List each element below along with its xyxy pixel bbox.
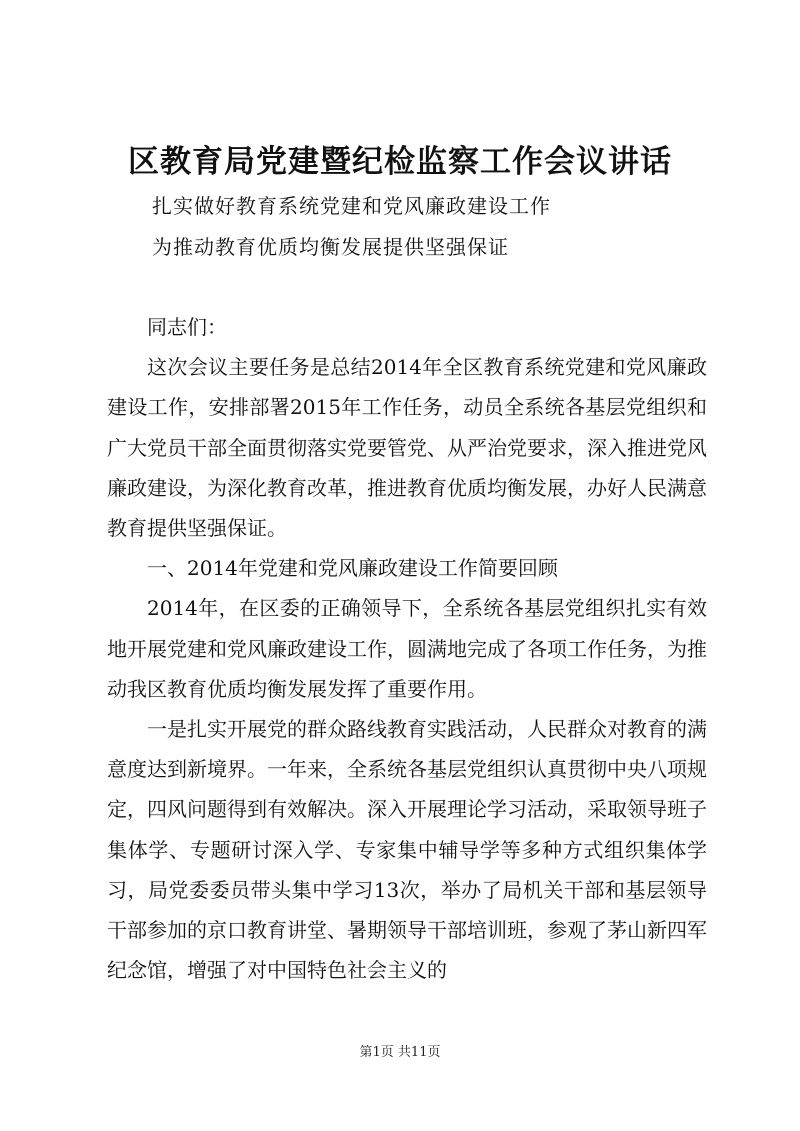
body-paragraph: 这次会议主要任务是总结2014年全区教育系统党建和党风廉政建设工作，安排部署2015年工作任务，动员全系统各基层党组织和广大党员干部全面贯彻落实党要管党、从严治党要求，深入推进党风廉政建设，为深化教育改革，推进教育优质均衡发展，办好人民满意教育提供坚强保证。 (107, 355, 707, 541)
body-paragraph: 一是扎实开展党的群众路线教育实践活动，人民群众对教育的满意度达到新境界。一年来，全系统各基层党组织认真贯彻中央八项规定，四风问题得到有效解决。深入开展理论学习活动，采取领导班子集体学、专题研讨深入学、专家集中辅导学等多种方式组织集体学习，局党委委员带头集中学习13次，举办了局机关干部和基层领导干部参加的京口教育讲堂、暑期领导干部培训班，参观了茅山新四军纪念馆，增强了对中国特色社会主义的 (107, 717, 707, 983)
section-heading: 一、2014年党建和党风廉政建设工作简要回顾 (147, 556, 558, 581)
page-number-footer: 第1页 共11页 (359, 1045, 441, 1060)
document-subtitle-2: 为推动教育优质均衡发展提供坚强保证 (152, 235, 509, 259)
salutation: 同志们： (147, 315, 227, 339)
document-title: 区教育局党建暨纪检监察工作会议讲话 (128, 144, 672, 180)
body-paragraph: 2014年，在区委的正确领导下，全系统各基层党组织扎实有效地开展党建和党风廉政建设工作，圆满地完成了各项工作任务，为推动我区教育优质均衡发展发挥了重要作用。 (107, 596, 707, 701)
document-body (107, 307, 707, 990)
document-subtitle-1: 扎实做好教育系统党建和党风廉政建设工作 (152, 194, 551, 218)
